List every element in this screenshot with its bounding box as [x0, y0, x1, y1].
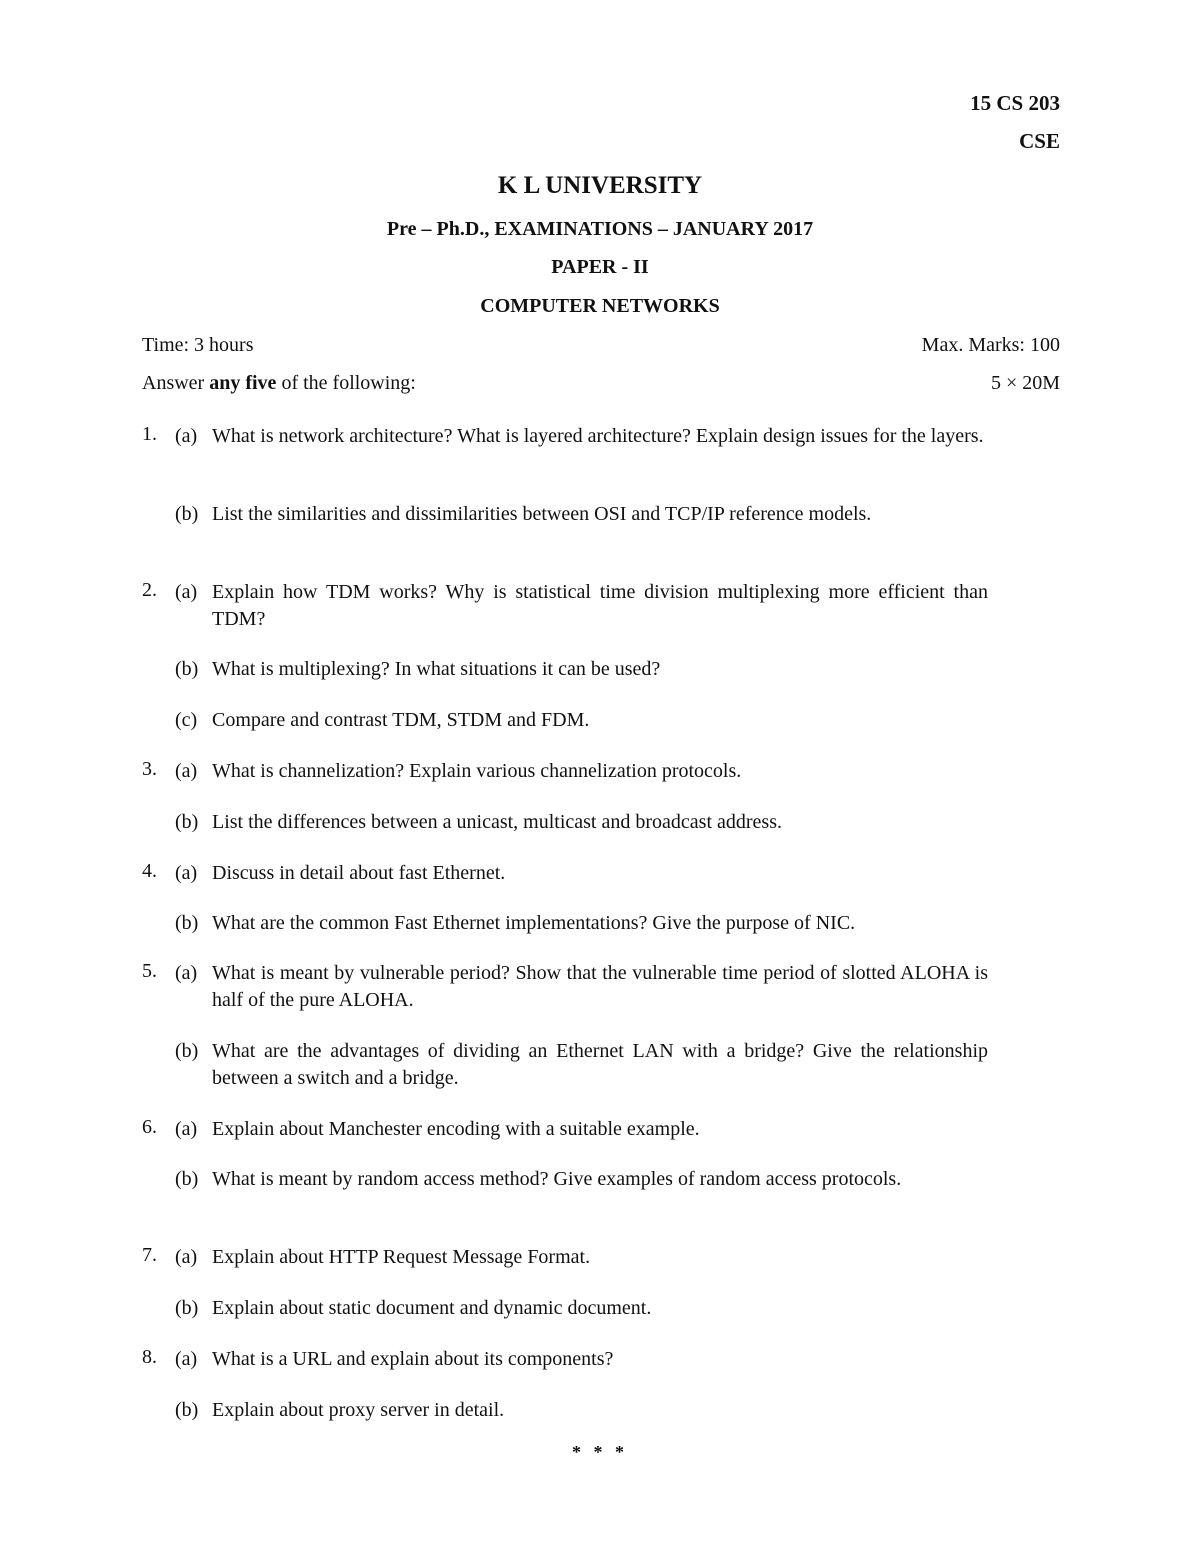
- part-label: (a): [175, 760, 198, 782]
- part-label: (a): [175, 425, 198, 447]
- part-label: (b): [175, 1040, 199, 1062]
- question-part: [175, 1166, 988, 1193]
- time-marks-row: [142, 334, 1060, 357]
- instruction-post: of the following:: [276, 372, 416, 394]
- end-stars: * * *: [572, 1442, 628, 1462]
- question-part: [175, 656, 988, 683]
- part-label: (b): [175, 912, 199, 934]
- question-number: 7.: [142, 1244, 157, 1266]
- question-number: 2.: [142, 579, 157, 601]
- part-label: (a): [175, 962, 198, 984]
- question-part: [175, 809, 988, 836]
- part-text: Explain about static document and dynamic document.: [212, 1297, 652, 1319]
- subject-title: COMPUTER NETWORKS: [480, 295, 720, 317]
- part-label: (c): [175, 709, 198, 731]
- question-part: [175, 1397, 988, 1424]
- question-number: 8.: [142, 1346, 157, 1368]
- part-text: List the differences between a unicast, multicast and broadcast address.: [212, 811, 782, 833]
- part-label: (b): [175, 658, 199, 680]
- part-text: Compare and contrast TDM, STDM and FDM.: [212, 709, 590, 731]
- question-part: [175, 1116, 988, 1143]
- part-label: (b): [175, 1399, 199, 1421]
- paper-title: PAPER - II: [551, 256, 649, 278]
- question-part: [175, 1346, 988, 1373]
- part-text: Discuss in detail about fast Ethernet.: [212, 862, 506, 884]
- instruction-emphasis: any five: [209, 372, 277, 394]
- question-part: [175, 501, 988, 528]
- part-text: Explain about proxy server in detail.: [212, 1399, 505, 1421]
- course-code-block: [970, 84, 1060, 160]
- question-part: [175, 1295, 988, 1322]
- part-text: What is multiplexing? In what situations it can be used?: [212, 658, 661, 680]
- part-label: (b): [175, 503, 199, 525]
- part-text: List the similarities and dissimilarities between OSI and TCP/IP reference models.: [212, 503, 872, 525]
- question-part: [175, 1244, 988, 1271]
- university-title: K L UNIVERSITY: [497, 172, 703, 199]
- part-text: What is meant by random access method? Give examples of random access protocols.: [212, 1168, 902, 1190]
- question-part: [175, 423, 988, 450]
- part-text: Explain how TDM works? Why is statistical time division multiplexing more efficient than TDM?: [212, 581, 988, 630]
- part-text: Explain about HTTP Request Message Format.: [212, 1246, 591, 1268]
- part-label: (a): [175, 1118, 198, 1140]
- part-text: What is network architecture? What is layered architecture? Explain design issues for the layers.: [212, 425, 984, 447]
- question-part: [175, 758, 988, 785]
- question-number: 6.: [142, 1116, 157, 1138]
- question-part: [175, 910, 988, 937]
- part-label: (a): [175, 862, 198, 884]
- instruction-row: [142, 372, 1060, 395]
- branch-code: CSE: [1019, 129, 1060, 153]
- part-label: (a): [175, 1246, 198, 1268]
- part-label: (a): [175, 581, 198, 603]
- part-label: (b): [175, 1168, 199, 1190]
- question-number: 1.: [142, 423, 157, 445]
- question-number: 4.: [142, 860, 157, 882]
- question-part: [175, 960, 988, 1014]
- part-text: What is meant by vulnerable period? Show that the vulnerable time period of slotted ALOHA is half of the pure ALOHA.: [212, 962, 988, 1011]
- part-label: (a): [175, 1348, 198, 1370]
- question-part: [175, 579, 988, 633]
- time-label: Time: 3 hours: [142, 334, 254, 356]
- question-part: [175, 707, 988, 734]
- instruction: [142, 372, 416, 395]
- question-number: 5.: [142, 960, 157, 982]
- max-marks-label: Max. Marks: 100: [921, 334, 1060, 356]
- part-text: What are the common Fast Ethernet implementations? Give the purpose of NIC.: [212, 912, 856, 934]
- part-text: What is channelization? Explain various channelization protocols.: [212, 760, 742, 782]
- instruction-pre: Answer: [142, 372, 210, 394]
- part-label: (b): [175, 1297, 199, 1319]
- part-label: (b): [175, 811, 199, 833]
- exam-title: Pre – Ph.D., EXAMINATIONS – JANUARY 2017: [386, 218, 814, 240]
- marks-scheme: 5 × 20M: [990, 372, 1060, 394]
- part-text: What is a URL and explain about its components?: [212, 1348, 614, 1370]
- part-text: What are the advantages of dividing an Ethernet LAN with a bridge? Give the relationship between a switch and a bridge.: [212, 1040, 988, 1089]
- question-part: [175, 860, 988, 887]
- course-code: 15 CS 203: [970, 91, 1060, 115]
- part-text: Explain about Manchester encoding with a suitable example.: [212, 1118, 700, 1140]
- question-part: [175, 1038, 988, 1092]
- question-number: 3.: [142, 758, 157, 780]
